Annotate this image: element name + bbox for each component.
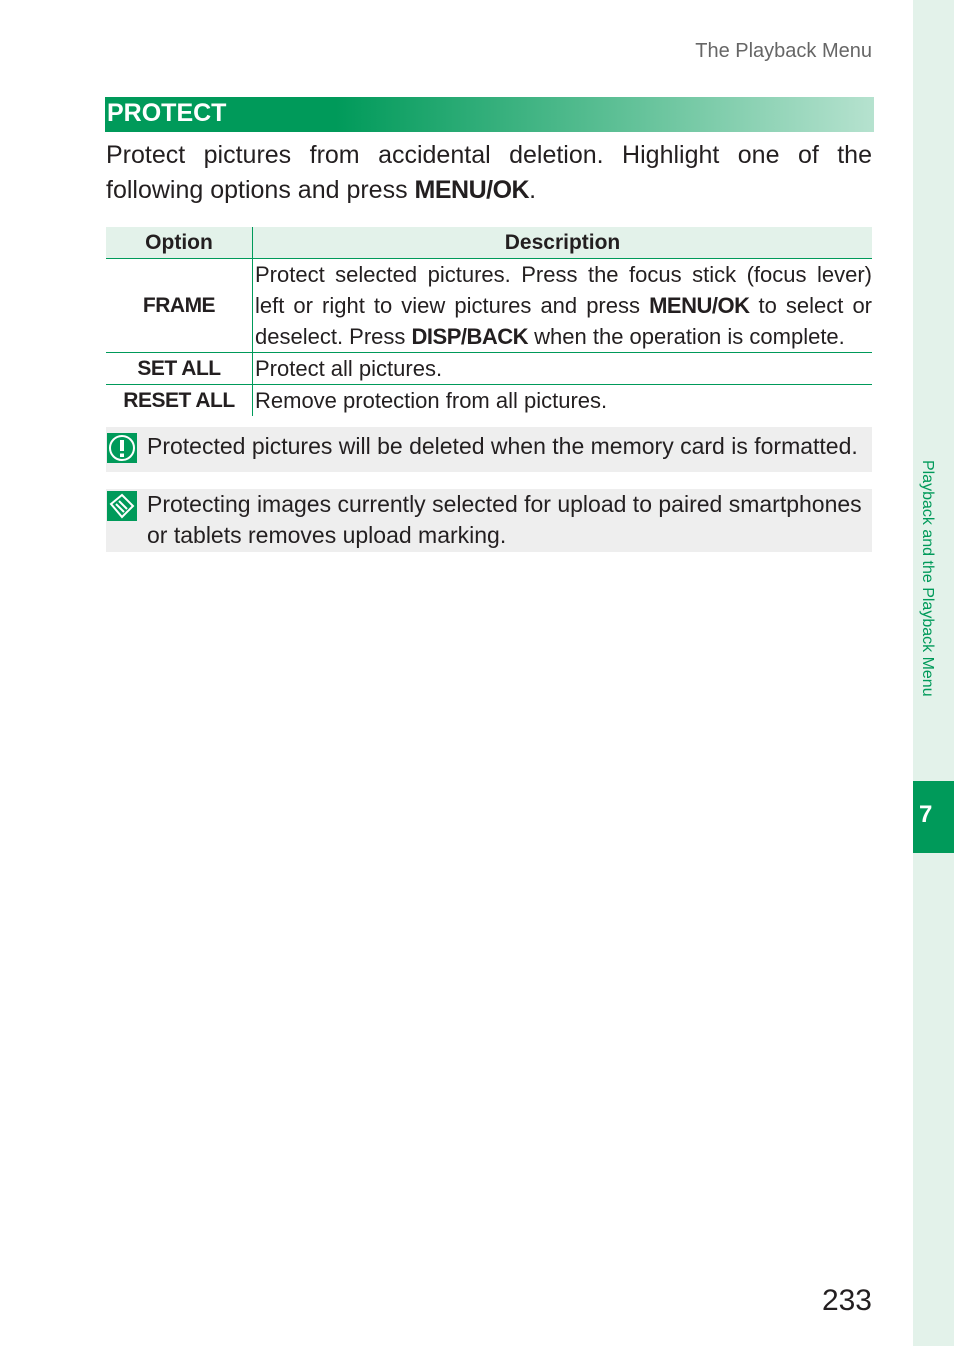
caution-icon (107, 433, 137, 463)
chapter-number: 7 (919, 801, 933, 828)
table-row (106, 259, 872, 353)
intro-end: . (529, 176, 537, 204)
table-header-row (106, 227, 872, 259)
description-column-header: Description (253, 227, 873, 259)
description-cell (253, 259, 873, 353)
option-column-header: Option (106, 227, 253, 259)
table-row (106, 385, 872, 417)
caution-note (106, 427, 872, 472)
options-table (106, 227, 872, 416)
memo-icon (107, 491, 137, 521)
intro-text: Protect pictures from accidental deletion. Highlight one of the following options and press (106, 141, 872, 204)
memo-text: Protecting images currently selected for upload to paired smartphones or tablets removes upload marking. (147, 491, 862, 548)
running-header: The Playback Menu (695, 40, 872, 62)
section-heading-bar (105, 97, 874, 132)
description-text: to select or deselect. Press (255, 293, 873, 349)
chapter-number-box (913, 781, 954, 853)
caution-text: Protected pictures will be deleted when the memory card is formatted. (147, 433, 858, 459)
page-number: 233 (821, 1284, 872, 1317)
option-cell: SET ALL (106, 353, 253, 385)
menu-ok-button-label: MENU/OK (414, 176, 530, 204)
intro-paragraph (106, 138, 872, 208)
description-cell: Remove protection from all pictures. (255, 388, 608, 413)
memo-note (106, 489, 872, 552)
description-text: Protect selected pictures. Press the focus stick (focus lever) left or right to view pictures and press (255, 262, 872, 318)
option-cell: RESET ALL (106, 385, 253, 417)
option-cell: FRAME (106, 259, 253, 353)
description-cell: Protect all pictures. (253, 353, 873, 385)
disp-back-button-label: DISP/BACK (411, 324, 529, 349)
menu-ok-button-label: MENU/OK (649, 293, 750, 318)
section-title: PROTECT (107, 99, 227, 127)
chapter-side-label: Playback and the Playback Menu (919, 460, 936, 697)
description-text: when the operation is complete. (528, 324, 845, 349)
table-row (106, 353, 872, 385)
